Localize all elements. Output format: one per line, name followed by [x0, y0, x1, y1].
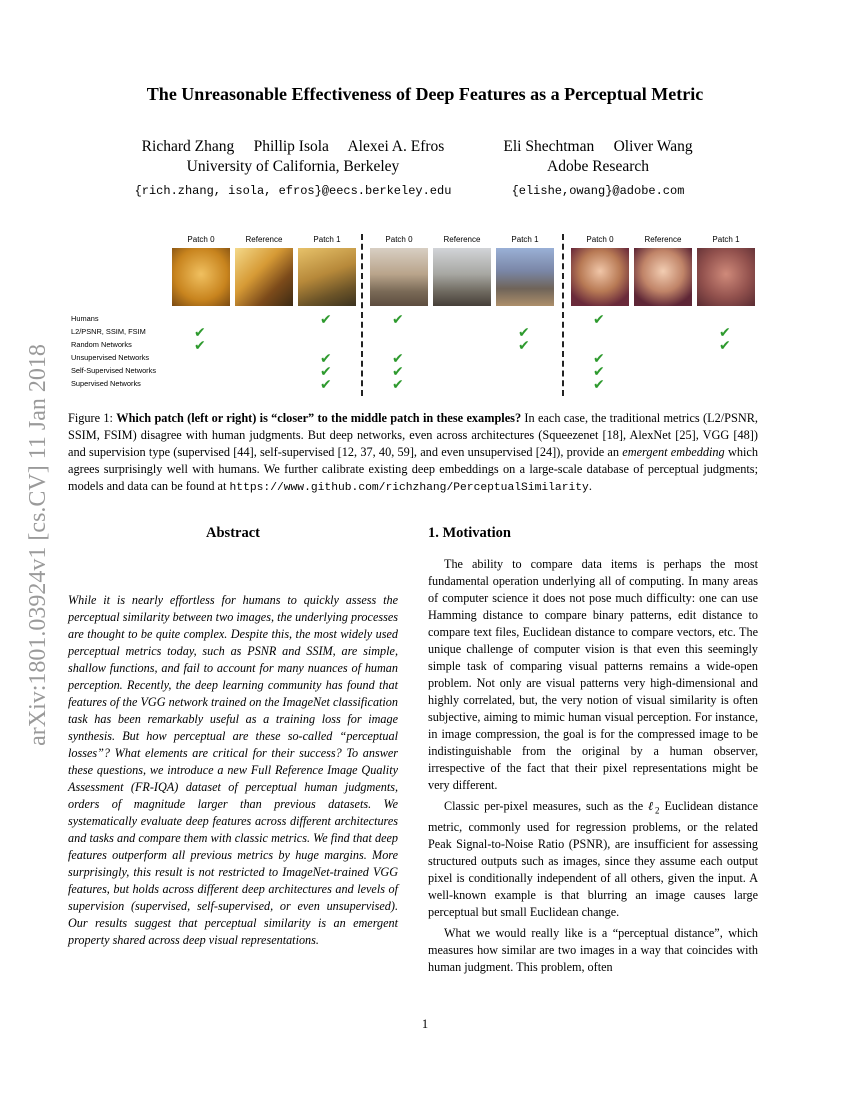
- row-label-humans: Humans: [71, 314, 99, 323]
- ell-subscript: 2: [655, 805, 660, 816]
- caption-url[interactable]: https://www.github.com/richzhang/PerceptualSimilarity: [229, 482, 589, 494]
- motivation-p2-start: Classic per-pixel measures, such as the: [444, 799, 649, 813]
- check-icon: ✔: [719, 337, 731, 353]
- column-label: Patch 1: [712, 235, 740, 244]
- abstract-heading: Abstract: [206, 525, 260, 541]
- check-icon: ✔: [518, 324, 530, 340]
- column-label: Patch 0: [187, 235, 215, 244]
- check-icon: ✔: [320, 363, 332, 379]
- check-icon: ✔: [194, 324, 206, 340]
- affiliation-left: University of California, Berkeley: [186, 158, 400, 175]
- abstract-body: While it is nearly effortless for humans to quickly assess the perceptual similarity between two images, the underlying processes are thought to be quite complex. Despite this, the most widely used perceptual metrics today, such as PSNR and SSIM, are simple, shallow functions, and fail to account for many nuances of human perception. Recently, the deep learning community has found that features of the VGG network trained on the ImageNet classification task has been remarkably useful as a training loss for image synthesis. But how perceptual are these so-called “perceptual losses”? What elements are critical for their success? To answer these questions, we introduce a new Full Reference Image Quality Assessment (FR-IQA) dataset of perceptual human judgments, orders of magnitude larger than previous datasets. We systematically evaluate deep features across different architectures and tasks and compare them with classic metrics. We find that deep features outperform all previous metrics by huge margins. More surprisingly, this result is not restricted to ImageNet-trained VGG features, but holds across different deep architectures and levels of supervision (supervised, self-supervised, or even unsupervised). Our results suggest that perceptual similarity is an emergent property shared across deep visual representations.: [68, 593, 398, 947]
- motivation-paragraph-3: What we would really like is a “perceptual distance”, which measures how similar are two images in a way that coincides with human judgment. This problem, often: [428, 926, 758, 975]
- check-icon: ✔: [320, 311, 332, 327]
- column-label: Reference: [443, 235, 481, 244]
- check-icon: ✔: [593, 363, 605, 379]
- check-icon: ✔: [392, 350, 404, 366]
- affiliation-right: Adobe Research: [547, 158, 649, 175]
- patch-0-image: [370, 248, 428, 306]
- group-divider: [361, 234, 363, 396]
- check-icon: ✔: [593, 376, 605, 392]
- row-label-supervised: Supervised Networks: [71, 379, 141, 388]
- group-divider: [562, 234, 564, 396]
- check-icon: ✔: [392, 376, 404, 392]
- reference-image: [433, 248, 491, 306]
- column-label: Patch 1: [313, 235, 341, 244]
- reference-image: [634, 248, 692, 306]
- check-icon: ✔: [518, 337, 530, 353]
- authors-left: [120, 138, 466, 198]
- check-icon: ✔: [320, 350, 332, 366]
- column-label: Reference: [245, 235, 283, 244]
- motivation-paragraph-2: [428, 798, 758, 921]
- patch-0-image: [172, 248, 230, 306]
- caption-bold: Which patch (left or right) is “closer” to the middle patch in these examples?: [116, 411, 522, 425]
- row-label-selfsupervised: Self-Supervised Networks: [71, 366, 157, 375]
- check-icon: ✔: [593, 350, 605, 366]
- patch-1-image: [496, 248, 554, 306]
- check-icon: ✔: [392, 363, 404, 379]
- check-icon: ✔: [320, 376, 332, 392]
- check-icon: ✔: [719, 324, 731, 340]
- caption-label: Figure 1:: [68, 411, 117, 425]
- column-label: Reference: [644, 235, 682, 244]
- column-label: Patch 0: [385, 235, 413, 244]
- patch-1-image: [298, 248, 356, 306]
- caption-text-2: which agrees surprisingly well with humans. We further calibrate existing deep embeddings on a large-scale database of perceptual judgments; models and data can be found at: [68, 445, 758, 493]
- figure-caption: [68, 410, 758, 497]
- row-label-random: Random Networks: [71, 340, 132, 349]
- caption-end: .: [588, 479, 592, 493]
- email-right: {elishe,owang}@adobe.com: [511, 184, 685, 198]
- motivation-paragraph-1: The ability to compare data items is perhaps the most fundamental operation underlying all of computing. In many areas of computer science it does not pose much difficulty: one can use Hamming distance to compare binary patterns, edit distance to compare text files, Euclidean distance to compare vectors, etc. The unique challenge of computer vision is that even this seemingly simple task of comparing visual patterns remains a wide-open problem. Not only are visual patterns very high-dimensional and highly correlated, but, the very notion of visual similarity is often subjective, aiming to mimic human visual perception. For instance, in image compression, the goal is for the compressed image to be indistinguishable from the original by a human observer, irrespective of the fact that their pixel representations might be very different.: [428, 557, 758, 792]
- patch-1-image: [697, 248, 755, 306]
- check-icon: ✔: [392, 311, 404, 327]
- row-label-l2: L2/PSNR, SSIM, FSIM: [71, 327, 146, 336]
- motivation-heading: 1. Motivation: [428, 525, 511, 541]
- caption-text-1: In each case, the traditional metrics (L2/PSNR, SSIM, FSIM) disagree with human judgments. But deep networks, even across architectures (Squeezenet [18], AlexNet [25], VGG [48]) and supervision type (supervised [44], self-supervised [12, 37, 40, 59], and even unsupervised [24]), provide an: [68, 411, 758, 459]
- ell-symbol: ℓ: [648, 799, 656, 813]
- caption-emphasis: emergent embedding: [622, 445, 725, 459]
- author-names-right: Eli Shechtman Oliver Wang: [503, 138, 693, 155]
- motivation-p2-rest: Euclidean distance metric, commonly used for regression problems, or the related Peak Signal-to-Noise Ratio (PSNR), are insufficient for assessing structured outputs such as images, since they assume each output pixel is conditionally independent of all others, given the input. A well-known example is that blurring an image causes large perceptual but small Euclidean change.: [428, 799, 758, 920]
- row-label-unsupervised: Unsupervised Networks: [71, 353, 150, 362]
- column-label: Patch 1: [511, 235, 539, 244]
- patch-0-image: [571, 248, 629, 306]
- check-icon: ✔: [593, 311, 605, 327]
- column-label: Patch 0: [586, 235, 614, 244]
- motivation-body: [428, 556, 758, 980]
- email-left: {rich.zhang, isola, efros}@eecs.berkeley.edu: [134, 184, 452, 198]
- reference-image: [235, 248, 293, 306]
- page-number: 1: [421, 1017, 429, 1031]
- figure-1: [68, 232, 768, 400]
- arxiv-stamp: arXiv:1801.03924v1 [cs.CV] 11 Jan 2018: [25, 344, 51, 746]
- check-icon: ✔: [194, 337, 206, 353]
- authors-right: [480, 138, 716, 198]
- paper-title: The Unreasonable Effectiveness of Deep Features as a Perceptual Metric: [146, 84, 704, 104]
- author-names-left: Richard Zhang Phillip Isola Alexei A. Efros: [141, 138, 445, 155]
